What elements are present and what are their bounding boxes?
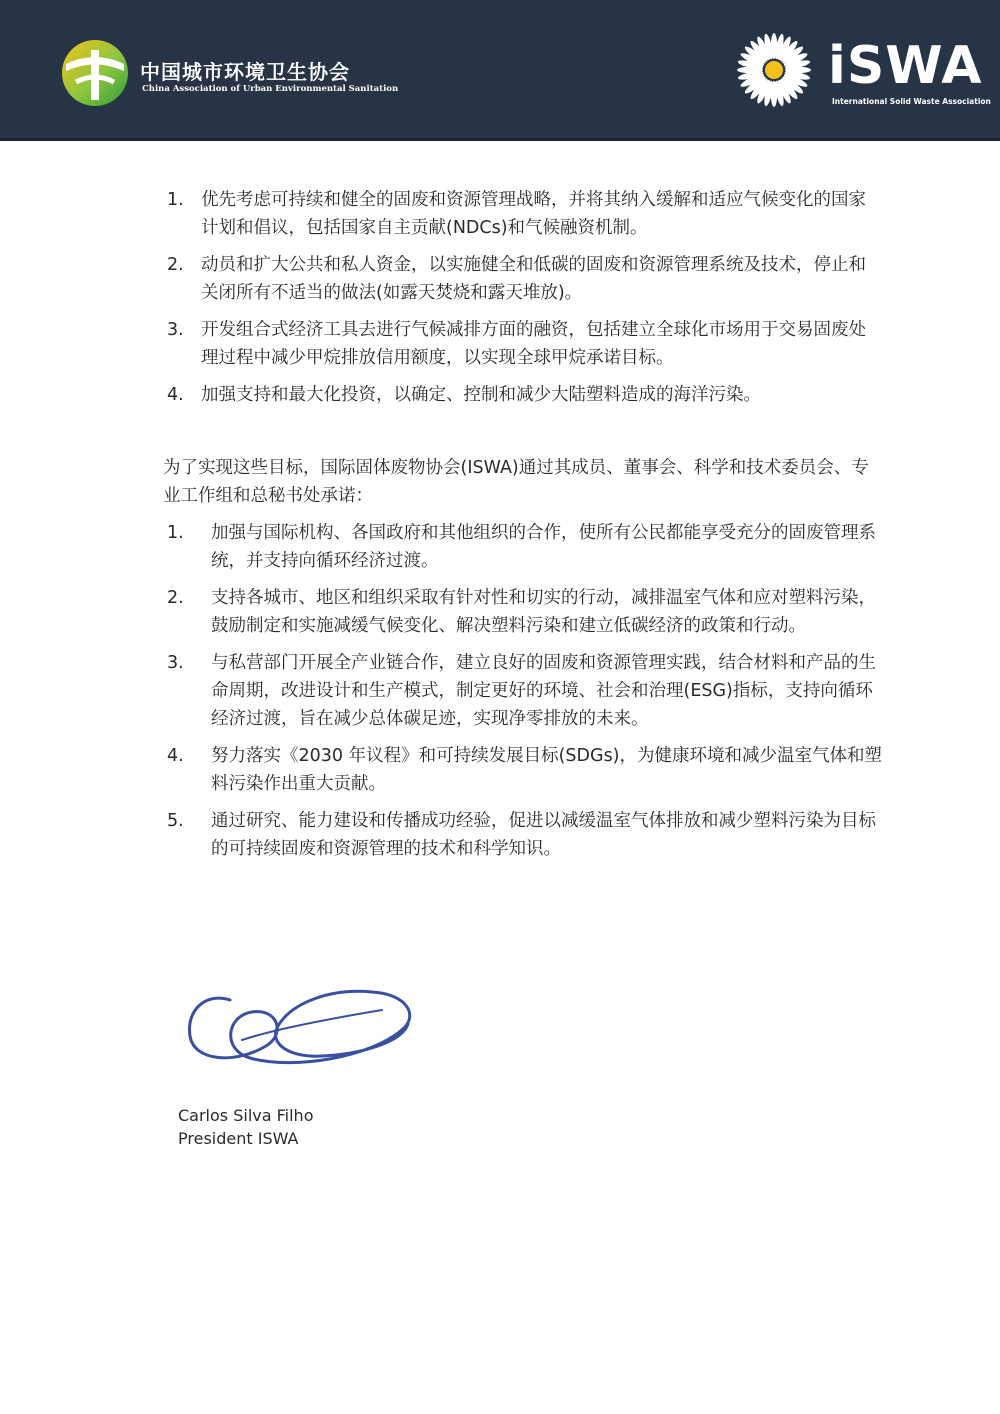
item-number: 3. [167,320,184,340]
caues-name-english: China Association of Urban Environmental Sanitation [142,84,399,94]
item-text: 与私营部门开展全产业链合作，建立良好的固废和资源管理实践，结合材料和产品的生命周期，改进设计和生产模式，制定更好的环境、社会和治理(ESG)指标，支持向循环经济过渡，旨在减少总体碳足迹，实现净零排放的未来。 [211,653,876,729]
list-item [163,186,883,242]
item-number: 1. [167,523,184,543]
letterhead-banner [0,0,1000,141]
item-text: 优先考虑可持续和健全的固废和资源管理战略，并将其纳入缓解和适应气候变化的国家计划和倡议，包括国家自主贡献(NDCs)和气候融资机制。 [201,190,866,238]
caues-name-chinese: 中国城市环境卫生协会 [140,60,350,84]
item-number: 1. [167,190,184,210]
item-text: 动员和扩大公共和私人资金，以实施健全和低碳的固废和资源管理系统及技术，停止和关闭所有不适当的做法(如露天焚烧和露天堆放)。 [201,255,866,303]
item-number: 4. [167,385,184,405]
commitments-list [163,519,883,863]
item-text: 通过研究、能力建设和传播成功经验，促进以减缓温室气体排放和减少塑料污染为目标的可持续固废和资源管理的技术和科学知识。 [211,811,876,859]
iswa-tagline: International Solid Waste Association [832,97,991,106]
list-item [163,519,883,575]
item-text: 加强支持和最大化投资，以确定、控制和减少大陆塑料造成的海洋污染。 [201,385,761,405]
signer-block [178,1104,313,1150]
list-item [163,381,883,409]
signer-name: Carlos Silva Filho [178,1106,314,1125]
goals-list [163,186,883,409]
item-number: 3. [167,653,184,673]
item-number: 2. [167,588,184,608]
item-number: 4. [167,746,184,766]
item-text: 努力落实《2030 年议程》和可持续发展目标(SDGs)，为健康环境和减少温室气体和塑料污染作出重大贡献。 [211,746,883,794]
list-item [163,584,883,640]
list-item [163,251,883,307]
list-item [163,316,883,372]
commitment-intro: 为了实现这些目标，国际固体废物协会(ISWA)通过其成员、董事会、科学和技术委员会、专业工作组和总秘书处承诺： [163,458,869,506]
list-item [163,649,883,733]
item-text: 加强与国际机构、各国政府和其他组织的合作，使所有公民都能享受充分的固废管理系统，并支持向循环经济过渡。 [211,523,876,571]
item-text: 开发组合式经济工具去进行气候减排方面的融资，包括建立全球化市场用于交易固废处理过程中减少甲烷排放信用额度，以实现全球甲烷承诺目标。 [201,320,866,368]
signer-title: President ISWA [178,1129,299,1148]
iswa-flower-icon [734,30,814,110]
list-item [163,807,883,863]
item-text: 支持各城市、地区和组织采取有针对性和切实的行动，减排温室气体和应对塑料污染，鼓励制定和实施减缓气候变化、解决塑料污染和建立低碳经济的政策和行动。 [211,588,876,636]
iswa-wordmark: iSWA [828,36,983,96]
item-number: 2. [167,255,184,275]
letter-body [163,186,883,872]
caues-logo-icon [60,38,130,108]
item-number: 5. [167,811,184,831]
handwritten-signature [182,980,422,1076]
list-item [163,742,883,798]
